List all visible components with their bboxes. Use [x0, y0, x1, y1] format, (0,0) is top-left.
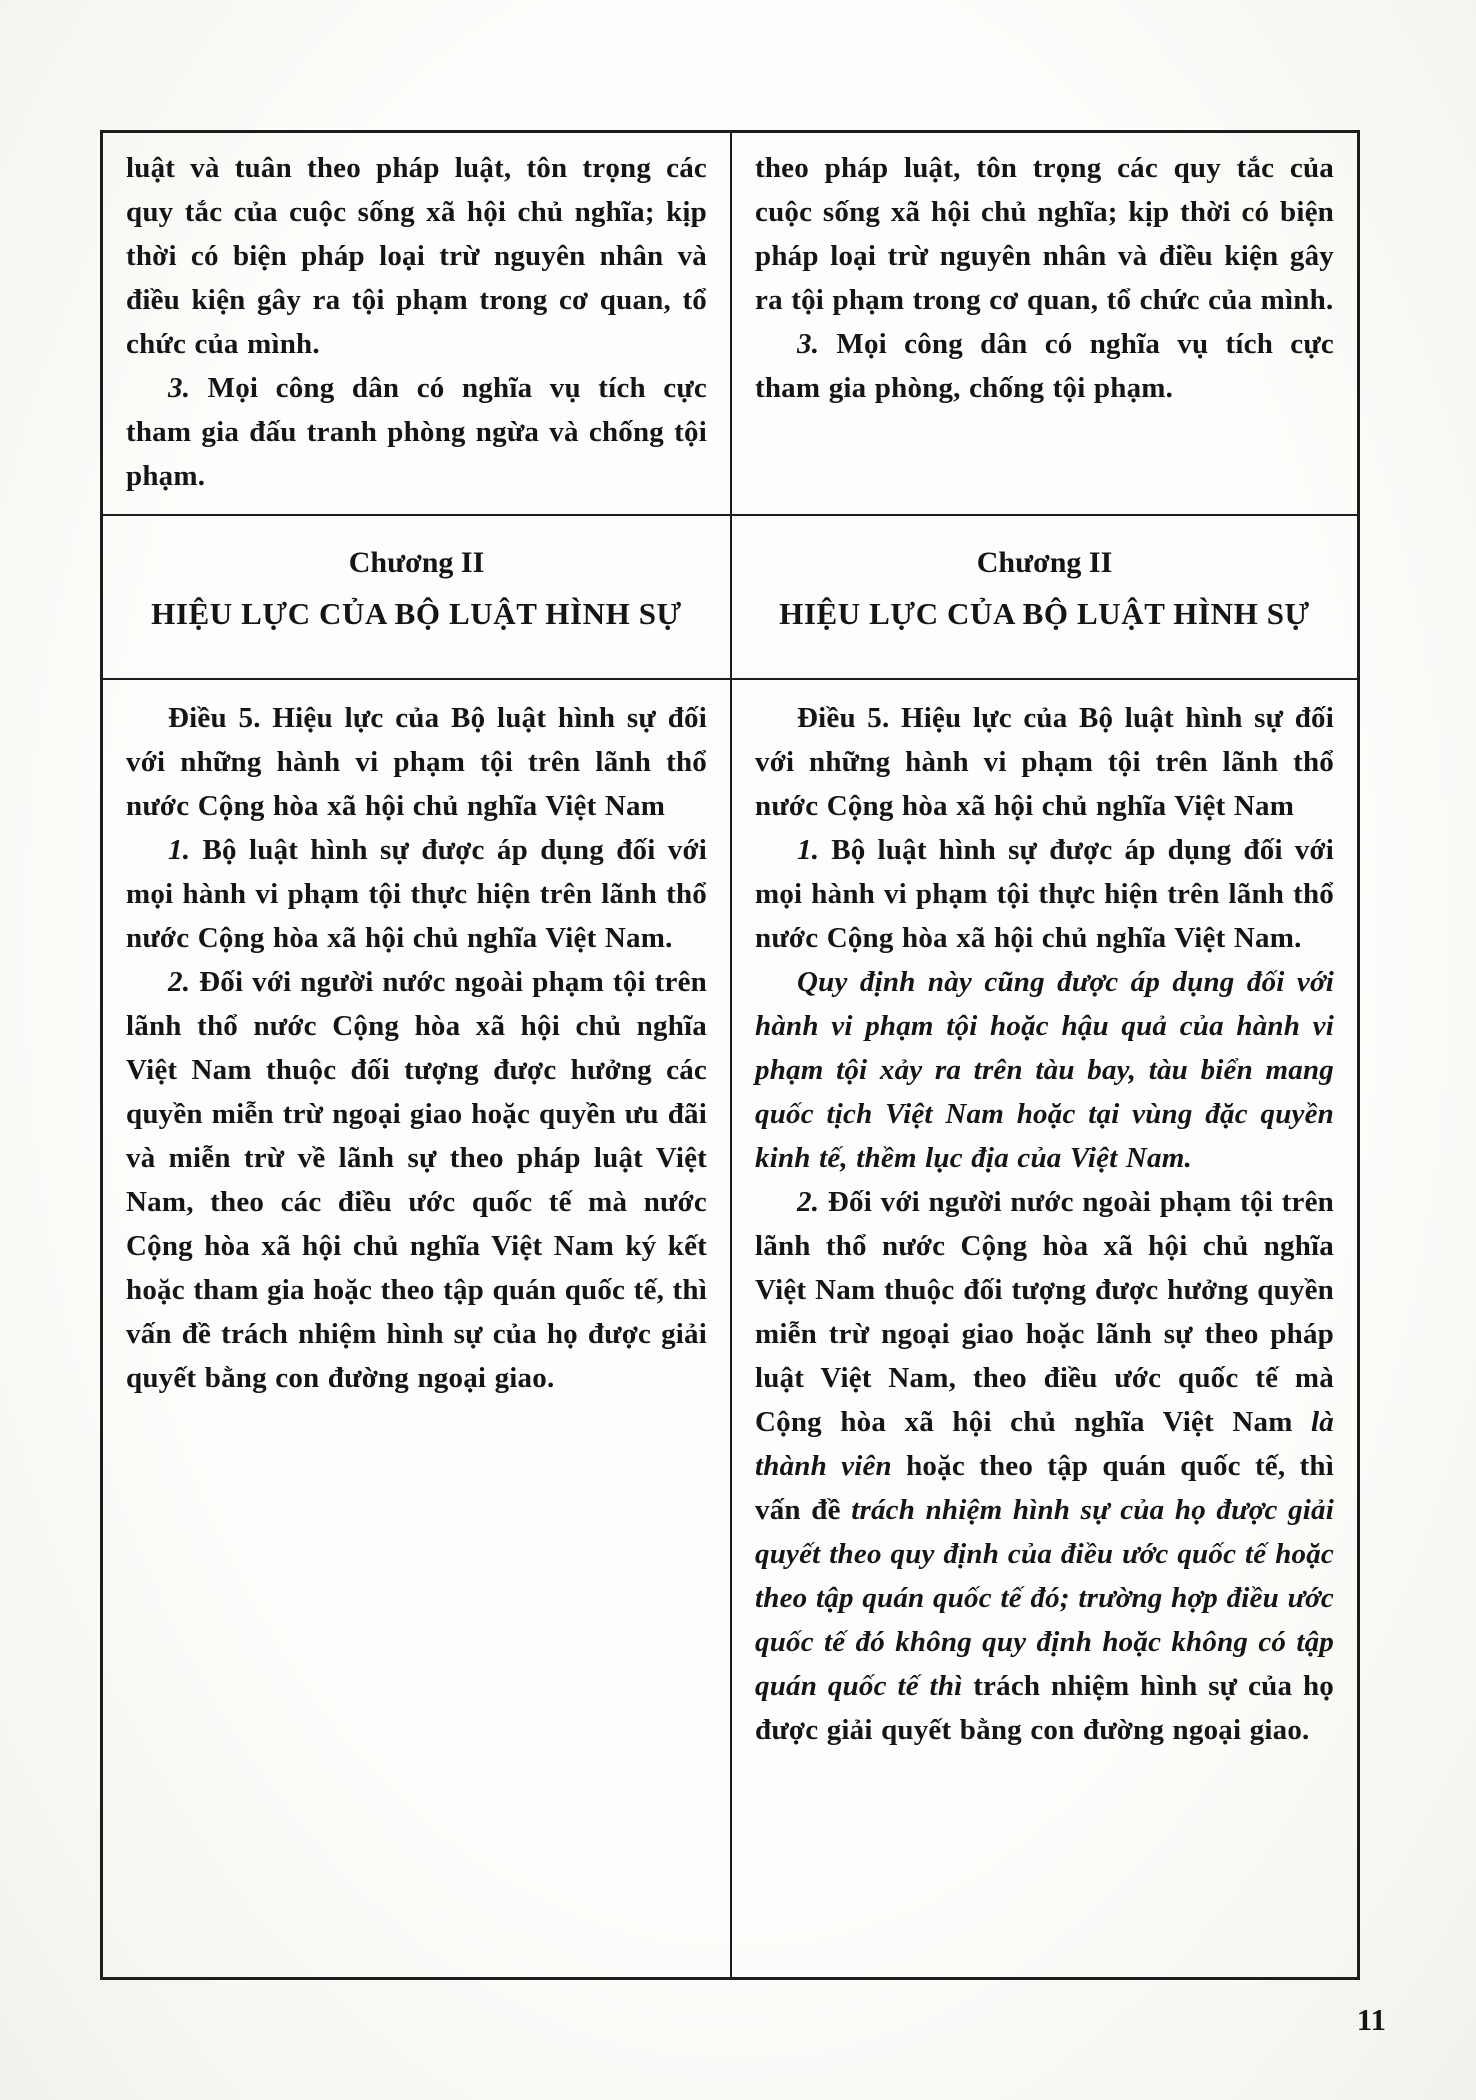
- paragraph: [126, 696, 707, 828]
- paragraph: [126, 366, 707, 498]
- paragraph: [126, 960, 707, 1400]
- text-run: Mọi công dân có nghĩa vụ tích cực tham gia phòng, chống tội phạm.: [755, 328, 1334, 404]
- paragraph: [755, 696, 1334, 828]
- table-row-chapter-heading: [103, 514, 1357, 678]
- left-chapter-heading-cell: [103, 516, 730, 678]
- table-row-continuation: [103, 133, 1357, 514]
- right-column-continuation-cell: [730, 133, 1357, 514]
- paragraph: [755, 960, 1334, 1180]
- left-column-article-cell: [103, 680, 730, 1977]
- text-run: luật và tuân theo pháp luật, tôn trọng các quy tắc của cuộc sống xã hội chủ nghĩa; kịp thời có biện pháp loại trừ nguyên nhân và điều kiện gây ra tội phạm trong cơ quan, tổ chức của mình.: [126, 152, 707, 360]
- text-run: Đối với người nước ngoài phạm tội trên lãnh thổ nước Cộng hòa xã hội chủ nghĩa Việt Nam thuộc đối tượng được hưởng quyền miễn trừ ngoại giao hoặc lãnh sự theo pháp luật Việt Nam, theo điều ước quốc tế mà Cộng hòa xã hội chủ nghĩa Việt Nam: [755, 1186, 1334, 1438]
- paragraph: [755, 146, 1334, 322]
- text-run: hoặc theo tập quán quốc tế, thì vấn đề: [755, 1450, 1334, 1526]
- emphasized-text-run: 2.: [797, 1186, 820, 1218]
- paragraph: [126, 146, 707, 366]
- emphasized-text-run: 1.: [168, 834, 191, 866]
- text-run: Bộ luật hình sự được áp dụng đối với mọi hành vi phạm tội thực hiện trên lãnh thổ nước Cộng hòa xã hội chủ nghĩa Việt Nam.: [126, 834, 707, 954]
- right-chapter-heading-cell: [730, 516, 1357, 678]
- text-run: Điều 5. Hiệu lực của Bộ luật hình sự đối với những hành vi phạm tội trên lãnh thổ nước Cộng hòa xã hội chủ nghĩa Việt Nam: [126, 702, 707, 822]
- paragraph: [755, 322, 1334, 410]
- chapter-number: Chương II: [348, 546, 485, 579]
- emphasized-text-run: 3.: [797, 328, 820, 360]
- chapter-title: HIỆU LỰC CỦA BỘ LUẬT HÌNH SỰ: [779, 596, 1310, 631]
- text-run: trách nhiệm hình sự của họ được giải quyết bằng con đường ngoại giao.: [755, 1670, 1334, 1746]
- emphasized-text-run: Quy định này cũng được áp dụng đối với hành vi phạm tội hoặc hậu quả của hành vi phạm tội xảy ra trên tàu bay, tàu biển mang quốc tịch Việt Nam hoặc tại vùng đặc quyền kinh tế, thềm lục địa của Việt Nam.: [755, 966, 1334, 1174]
- paragraph: [126, 828, 707, 960]
- left-column-continuation-cell: [103, 133, 730, 514]
- emphasized-text-run: là thành viên: [755, 1406, 1334, 1482]
- paragraph: [755, 828, 1334, 960]
- comparison-table: [100, 130, 1360, 1980]
- text-run: Mọi công dân có nghĩa vụ tích cực tham gia đấu tranh phòng ngừa và chống tội phạm.: [126, 372, 707, 492]
- emphasized-text-run: 3.: [168, 372, 191, 404]
- text-run: Đối với người nước ngoài phạm tội trên lãnh thổ nước Cộng hòa xã hội chủ nghĩa Việt Nam thuộc đối tượng được hưởng các quyền miễn trừ ngoại giao hoặc quyền ưu đãi và miễn trừ về lãnh sự theo pháp luật Việt Nam, theo các điều ước quốc tế mà nước Cộng hòa xã hội chủ nghĩa Việt Nam ký kết hoặc tham gia hoặc theo tập quán quốc tế, thì vấn đề trách nhiệm hình sự của họ được giải quyết bằng con đường ngoại giao.: [126, 966, 707, 1394]
- paragraph: [755, 1180, 1334, 1752]
- table-row-article-body: [103, 678, 1357, 1977]
- chapter-title: HIỆU LỰC CỦA BỘ LUẬT HÌNH SỰ: [151, 596, 682, 631]
- chapter-number: Chương II: [976, 546, 1113, 579]
- page-number: 11: [1356, 2002, 1386, 2037]
- emphasized-text-run: 2.: [168, 966, 191, 998]
- emphasized-text-run: trách nhiệm hình sự của họ được giải quyết theo quy định của điều ước quốc tế hoặc theo tập quán quốc tế đó; trường hợp điều ước quốc tế đó không quy định hoặc không có tập quán quốc tế thì: [755, 1494, 1334, 1702]
- emphasized-text-run: 1.: [797, 834, 820, 866]
- right-column-article-cell: [730, 680, 1357, 1977]
- text-run: Điều 5. Hiệu lực của Bộ luật hình sự đối với những hành vi phạm tội trên lãnh thổ nước Cộng hòa xã hội chủ nghĩa Việt Nam: [755, 702, 1334, 822]
- text-run: theo pháp luật, tôn trọng các quy tắc của cuộc sống xã hội chủ nghĩa; kịp thời có biện pháp loại trừ nguyên nhân và điều kiện gây ra tội phạm trong cơ quan, tổ chức của mình.: [755, 152, 1334, 316]
- text-run: Bộ luật hình sự được áp dụng đối với mọi hành vi phạm tội thực hiện trên lãnh thổ nước Cộng hòa xã hội chủ nghĩa Việt Nam.: [755, 834, 1334, 954]
